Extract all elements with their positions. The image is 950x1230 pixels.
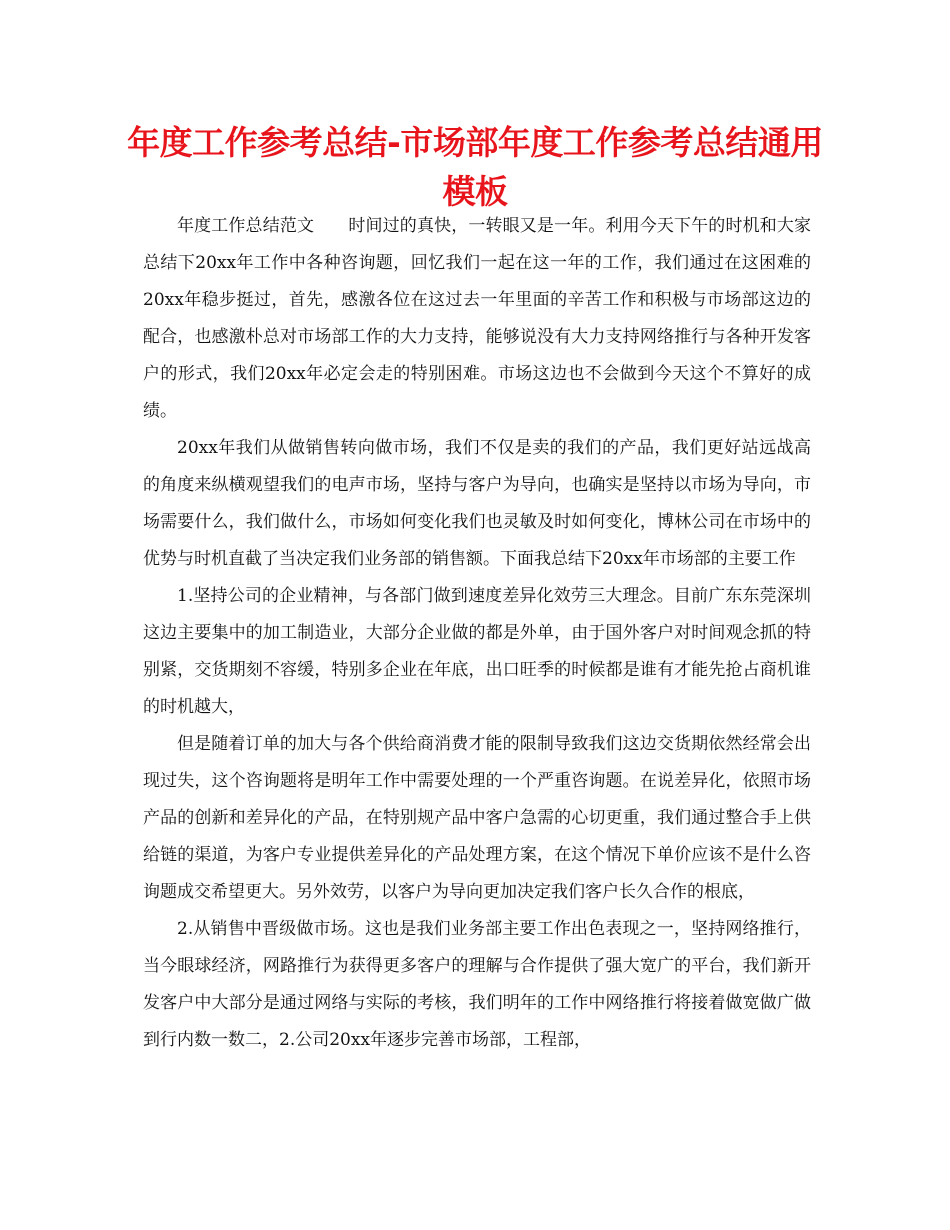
paragraph-3: 1.坚持公司的企业精神，与各部门做到速度差异化效劳三大理念。目前广东东莞深圳这边主要集中的加工制造业，大部分企业做的都是外单，由于国外客户对时间观念抓的特别紧，交货期刻不容缓，特别多企业在年底，出口旺季的时候都是谁有才能先抢占商机谁的时机越大，	[143, 586, 811, 717]
paragraph-5: 2.从销售中晋级做市场。这也是我们业务部主要工作出色表现之一，坚持网络推行，当今眼球经济，网路推行为获得更多客户的理解与合作提供了强大宽广的平台，我们新开发客户中大部分是通过网络与实际的考核，我们明年的工作中网络推行将接着做宽做广做到行内数一数二，2.公司20xx年逐步完善市场部，工程部，	[143, 919, 811, 1050]
document-title: 年度工作参考总结-市场部年度工作参考总结通用模板	[127, 123, 823, 211]
document-body	[143, 208, 811, 1059]
paragraph-2: 20xx年我们从做销售转向做市场，我们不仅是卖的我们的产品，我们更好站远战高的角度来纵横观望我们的电声市场，坚持与客户为导向，也确实是坚持以市场为导向，市场需要什么，我们做什么，市场如何变化我们也灵敏及时如何变化，博林公司在市场中的优势与时机直截了当决定我们业务部的销售额。下面我总结下20xx年市场部的主要工作	[143, 438, 811, 569]
paragraph-4: 但是随着订单的加大与各个供给商消费才能的限制导致我们这边交货期依然经常会出现过失，这个咨询题将是明年工作中需要处理的一个严重咨询题。在说差异化，依照市场产品的创新和差异化的产品，在特别规产品中客户急需的心切更重，我们通过整合手上供给链的渠道，为客户专业提供差异化的产品处理方案，在这个情况下单价应该不是什么咨询题成交希望更大。另外效劳，以客户为导向更加决定我们客户长久合作的根底，	[143, 734, 811, 902]
paragraph-1: 年度工作总结范文 时间过的真快，一转眼又是一年。利用今天下午的时机和大家总结下20xx年工作中各种咨询题，回忆我们一起在这一年的工作，我们通过在这困难的20xx年稳步挺过，首先，感激各位在这过去一年里面的辛苦工作和积极与市场部这边的配合，也感激朴总对市场部工作的大力支持，能够说没有大力支持网络推行与各种开发客户的形式，我们20xx年必定会走的特别困难。市场这边也不会做到今天这个不算好的成绩。	[143, 216, 811, 421]
